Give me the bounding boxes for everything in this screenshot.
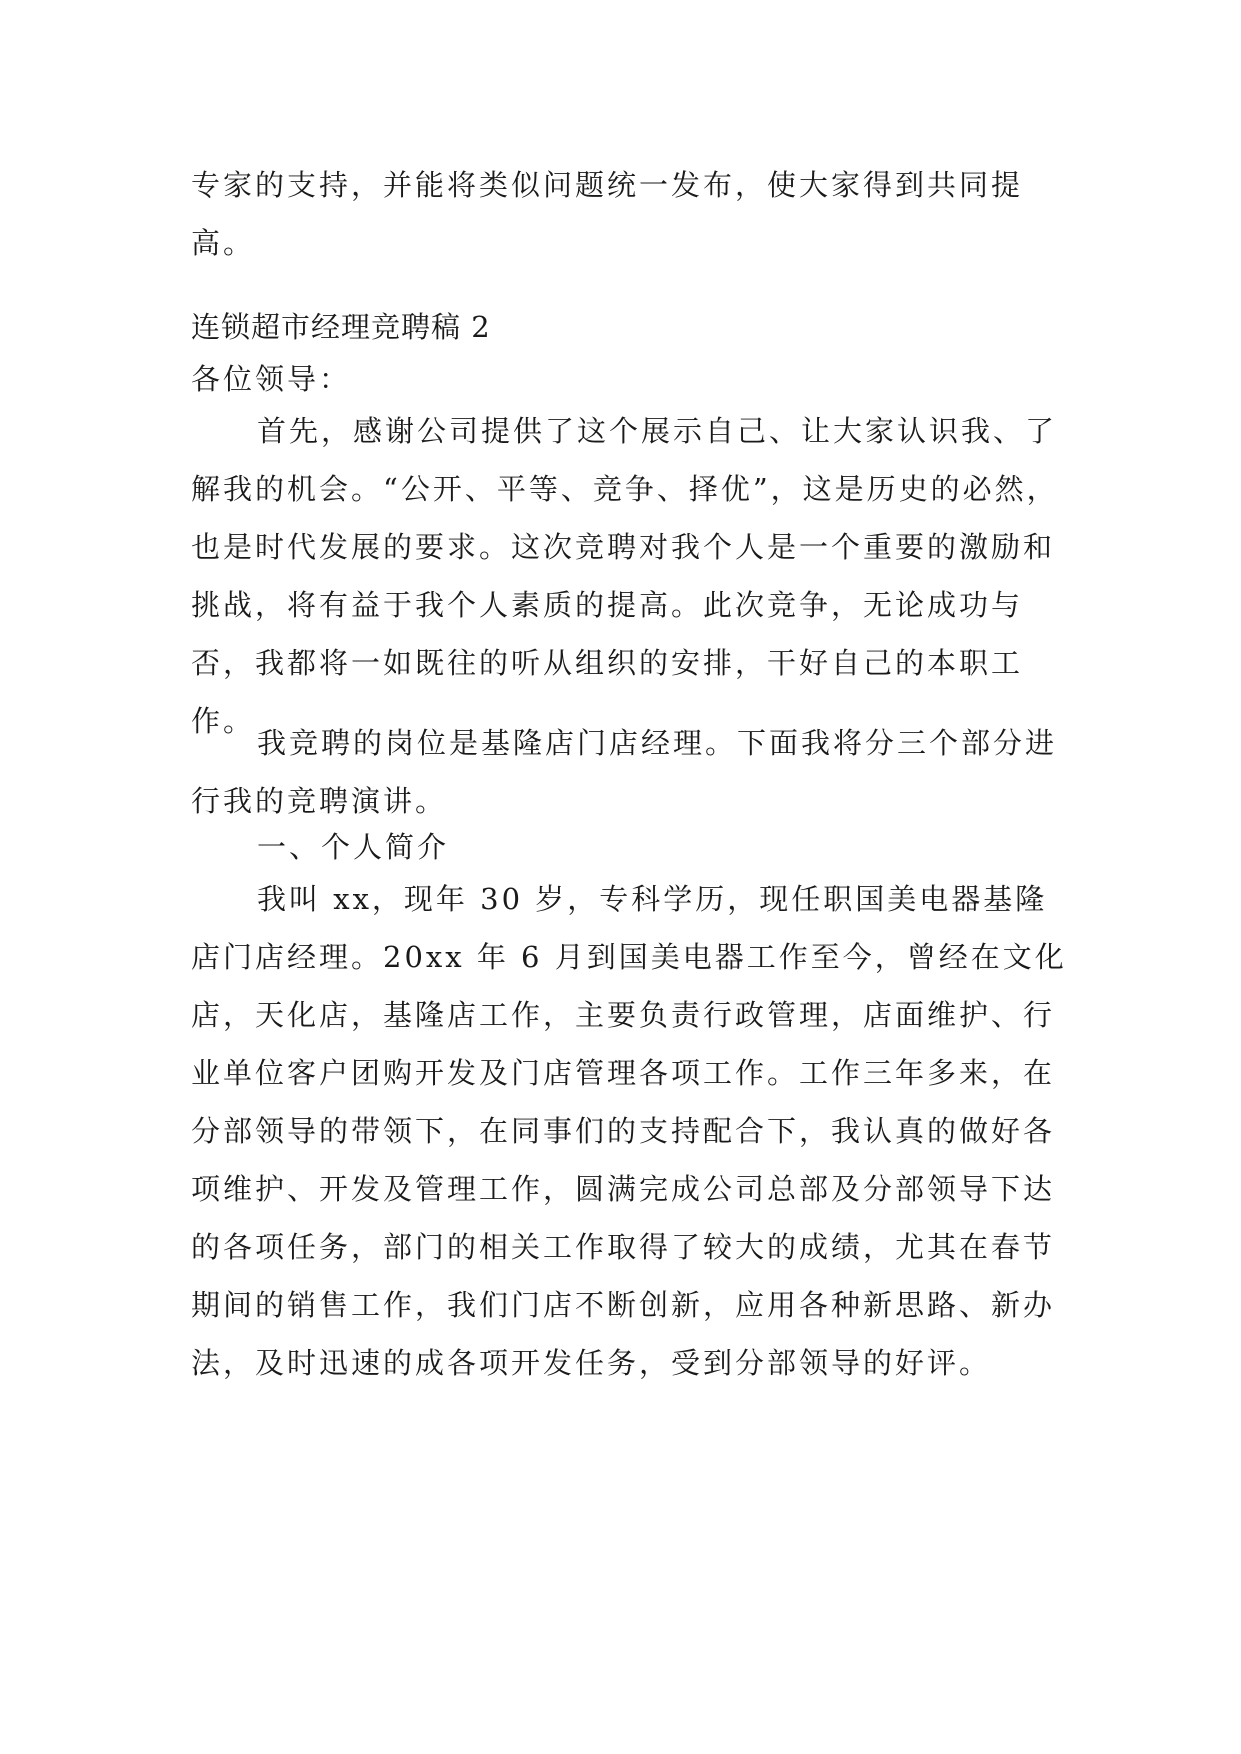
salutation: 各位领导： (191, 362, 352, 396)
paragraph-opening: 首先，感谢公司提供了这个展示自己、让大家认识我、了解我的机会。“公开、平等、竞争、择优”，这是历史的必然，也是时代发展的要求。这次竞聘对我个人是一个重要的激励和挑战，将有益于我个人素质的提高。此次竞争，无论成功与否，我都将一如既往的听从组织的安排，干好自己的本职工作。 (191, 414, 1059, 738)
paragraph-position: 我竞聘的岗位是基隆店门店经理。下面我将分三个部分进行我的竞聘演讲。 (191, 726, 1058, 818)
document-title: 连锁超市经理竞聘稿 2 (191, 310, 491, 344)
paragraph-intro: 我叫 xx，现年 30 岁，专科学历，现任职国美电器基隆店门店经理。20xx 年 6 月到国美电器工作至今，曾经在文化店，天化店，基隆店工作，主要负责行政管理，店面维护、行业单位客户团购开发及门店管理各项工作。工作三年多来，在分部领导的带领下，在同事们的支持配合下，我认真的做好各项维护、开发及管理工作，圆满完成公司总部及分部领导下达的各项任务，部门的相关工作取得了较大的成绩，尤其在春节期间的销售工作，我们门店不断创新，应用各种新思路、新办法，及时迅速的成各项开发任务，受到分部领导的好评。 (191, 882, 1067, 1380)
continuation-paragraph: 专家的支持，并能将类似问题统一发布，使大家得到共同提高。 (191, 168, 1024, 260)
section-heading-intro: 一、个人简介 (257, 830, 450, 864)
